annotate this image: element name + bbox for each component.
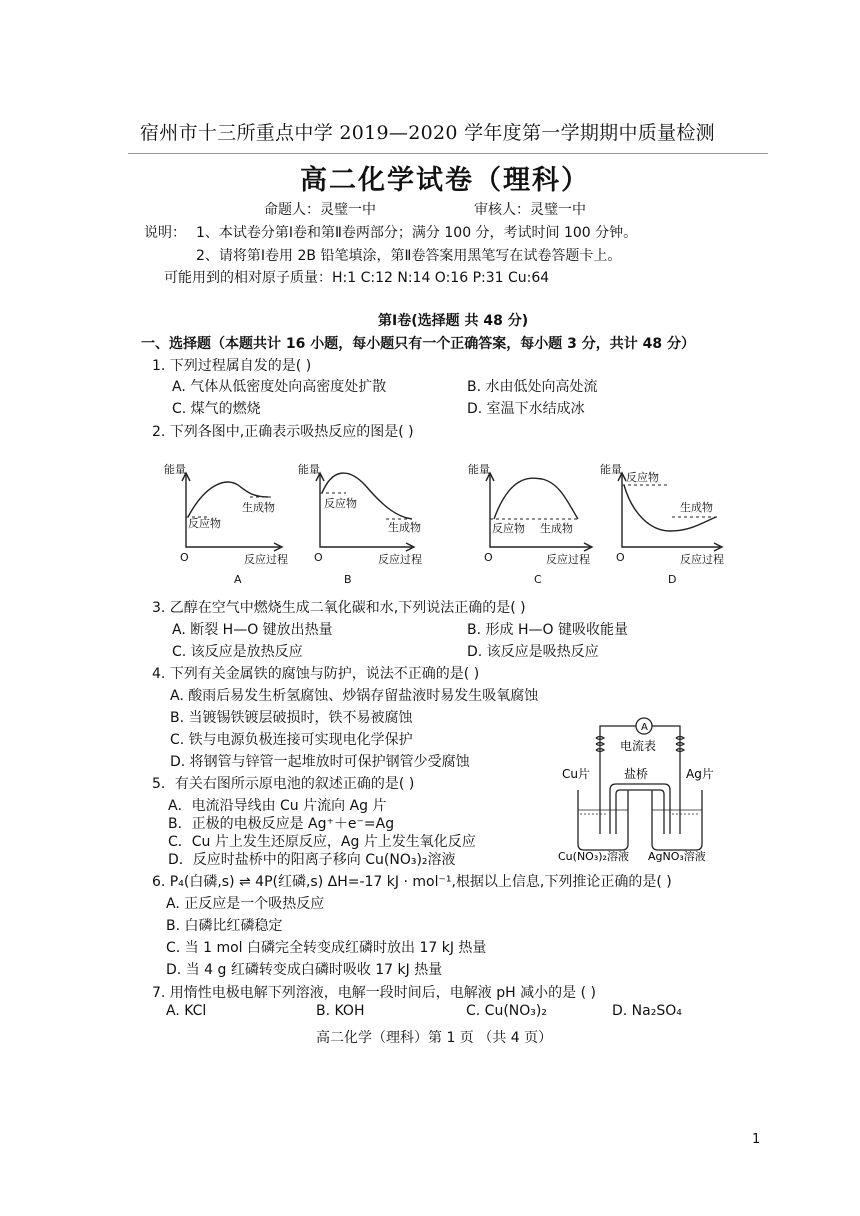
energy-diagrams — [150, 455, 740, 585]
diagram-d-product: 生成物 — [680, 501, 713, 514]
page-info: 高二化学（理科）第 1 页 （共 4 页） — [316, 1030, 553, 1046]
salt-bridge-label: 盐桥 — [624, 767, 649, 781]
q7-option-b: B. KOH — [316, 1003, 365, 1019]
part-title: 第Ⅰ卷(选择题 共 48 分) — [378, 313, 529, 329]
q1-option-a: A. 气体从低密度处向高密度处扩散 — [172, 379, 387, 395]
q6-stem: 6. P₄(白磷,s) ⇌ 4P(红磷,s) ΔH=-17 kJ · mol⁻¹,根据以上信息,下列推论正确的是( ) — [152, 874, 672, 890]
q3-option-a: A. 断裂 H—O 键放出热量 — [172, 622, 333, 638]
q5-option-a: A．电流沿导线由 Cu 片流向 Ag 片 — [168, 798, 387, 814]
diagram-c-letter: C — [534, 573, 542, 585]
q7-stem: 7. 用惰性电极电解下列溶液，电解一段时间后，电解液 pH 减小的是 ( ) — [152, 985, 596, 1001]
q7-option-a: A. KCl — [166, 1003, 207, 1019]
q2-stem: 2. 下列各图中,正确表示吸热反应的图是( ) — [152, 424, 414, 440]
diagram-d-y-label: 能量 — [600, 463, 622, 476]
reviewer-line: 审核人：灵璧一中 — [474, 202, 586, 218]
notes-line-1: 1、本试卷分第Ⅰ卷和第Ⅱ卷两部分；满分 100 分，考试时间 100 分钟。 — [196, 225, 638, 241]
q4-stem: 4. 下列有关金属铁的腐蚀与防护，说法不正确的是( ) — [152, 666, 480, 682]
q3-option-c: C. 该反应是放热反应 — [172, 644, 303, 660]
q6-option-b: B. 白磷比红磷稳定 — [166, 918, 283, 934]
diagram-d-x-label: 反应过程 — [680, 553, 724, 566]
school-exam-line: 宿州市十三所重点中学 2019—2020 学年度第一学期期中质量检测 — [140, 122, 715, 144]
diagram-a-letter: A — [234, 573, 242, 585]
diagram-b-origin: O — [314, 551, 323, 564]
right-electrode-label: Ag片 — [686, 767, 714, 781]
diagram-d-reactant: 反应物 — [626, 471, 659, 484]
q4-option-c: C. 铁与电源负极连接可实现电化学保护 — [170, 732, 413, 748]
diagram-d-origin: O — [616, 551, 625, 564]
q3-option-d: D. 该反应是吸热反应 — [467, 644, 599, 660]
notes-line-2: 2、请将第Ⅰ卷用 2B 铅笔填涂，第Ⅱ卷答案用黑笔写在试卷答题卡上。 — [196, 248, 622, 264]
q4-option-a: A. 酸雨后易发生析氢腐蚀、炒锅存留盐液时易发生吸氧腐蚀 — [170, 688, 539, 704]
q6-option-a: A. 正反应是一个吸热反应 — [166, 896, 325, 912]
diagram-b-reactant: 反应物 — [324, 497, 357, 510]
q1-option-c: C. 煤气的燃烧 — [172, 401, 261, 417]
diagram-b-product: 生成物 — [388, 521, 421, 534]
q1-stem: 1. 下列过程属自发的是( ) — [152, 358, 312, 374]
diagram-c-x-label: 反应过程 — [546, 553, 590, 566]
q5-option-c: C．Cu 片上发生还原反应，Ag 片上发生氧化反应 — [168, 834, 476, 850]
q5-option-b: B．正极的电极反应是 Ag⁺＋e⁻=Ag — [168, 816, 395, 832]
q4-option-b: B. 当镀锡铁镀层破损时，铁不易被腐蚀 — [170, 710, 413, 726]
q3-stem: 3. 乙醇在空气中燃烧生成二氧化碳和水,下列说法正确的是( ) — [152, 600, 526, 616]
diagram-c-product: 生成物 — [540, 522, 573, 535]
page-number: 1 — [752, 1132, 761, 1147]
diagram-a-origin: O — [180, 551, 189, 564]
diagram-b-y-label: 能量 — [298, 463, 320, 476]
diagram-a-x-label: 反应过程 — [244, 553, 288, 566]
left-electrode-label: Cu片 — [562, 767, 590, 781]
ammeter-label: 电流表 — [620, 739, 657, 753]
q7-option-c: C. Cu(NO₃)₂ — [466, 1003, 547, 1019]
q1-option-d: D. 室温下水结成冰 — [467, 401, 585, 417]
q7-option-d: D. Na₂SO₄ — [612, 1003, 682, 1019]
diagram-a-y-label: 能量 — [164, 463, 186, 476]
diagram-d-letter: D — [668, 573, 677, 585]
left-solution-label: Cu(NO₃)₂溶液 — [558, 850, 629, 863]
header-divider — [128, 153, 768, 154]
q3-option-b: B. 形成 H—O 键吸收能量 — [467, 622, 628, 638]
diagram-a-reactant: 反应物 — [188, 517, 221, 530]
q1-option-b: B. 水由低处向高处流 — [467, 379, 598, 395]
diagram-c-origin: O — [484, 551, 493, 564]
diagram-b-x-label: 反应过程 — [378, 553, 422, 566]
q5-option-d: D．反应时盐桥中的阳离子移向 Cu(NO₃)₂溶液 — [168, 852, 456, 868]
galvanic-cell-diagram — [556, 714, 740, 864]
diagram-b-letter: B — [344, 573, 352, 585]
right-solution-label: AgNO₃溶液 — [648, 850, 706, 863]
diagram-c-y-label: 能量 — [468, 463, 490, 476]
atomic-masses: 可能用到的相对原子质量：H:1 C:12 N:14 O:16 P:31 Cu:64 — [164, 270, 550, 286]
author-line: 命题人：灵璧一中 — [264, 202, 376, 218]
q6-option-d: D. 当 4 g 红磷转变成白磷时吸收 17 kJ 热量 — [166, 962, 443, 978]
q6-option-c: C. 当 1 mol 白磷完全转变成红磷时放出 17 kJ 热量 — [166, 940, 487, 956]
diagram-a-product: 生成物 — [242, 501, 275, 514]
section-instruction: 一、选择题（本题共计 16 小题，每小题只有一个正确答案，每小题 3 分，共计 48 分） — [141, 336, 695, 352]
notes-label: 说明： — [144, 225, 186, 241]
q4-option-d: D. 将钢管与锌管一起堆放时可保护钢管少受腐蚀 — [170, 754, 470, 770]
q5-stem: 5．有关右图所示原电池的叙述正确的是( ) — [152, 776, 415, 792]
diagram-c-reactant: 反应物 — [492, 522, 525, 535]
ammeter-symbol: A — [641, 722, 648, 733]
exam-title: 高二化学试卷（理科） — [300, 165, 590, 196]
